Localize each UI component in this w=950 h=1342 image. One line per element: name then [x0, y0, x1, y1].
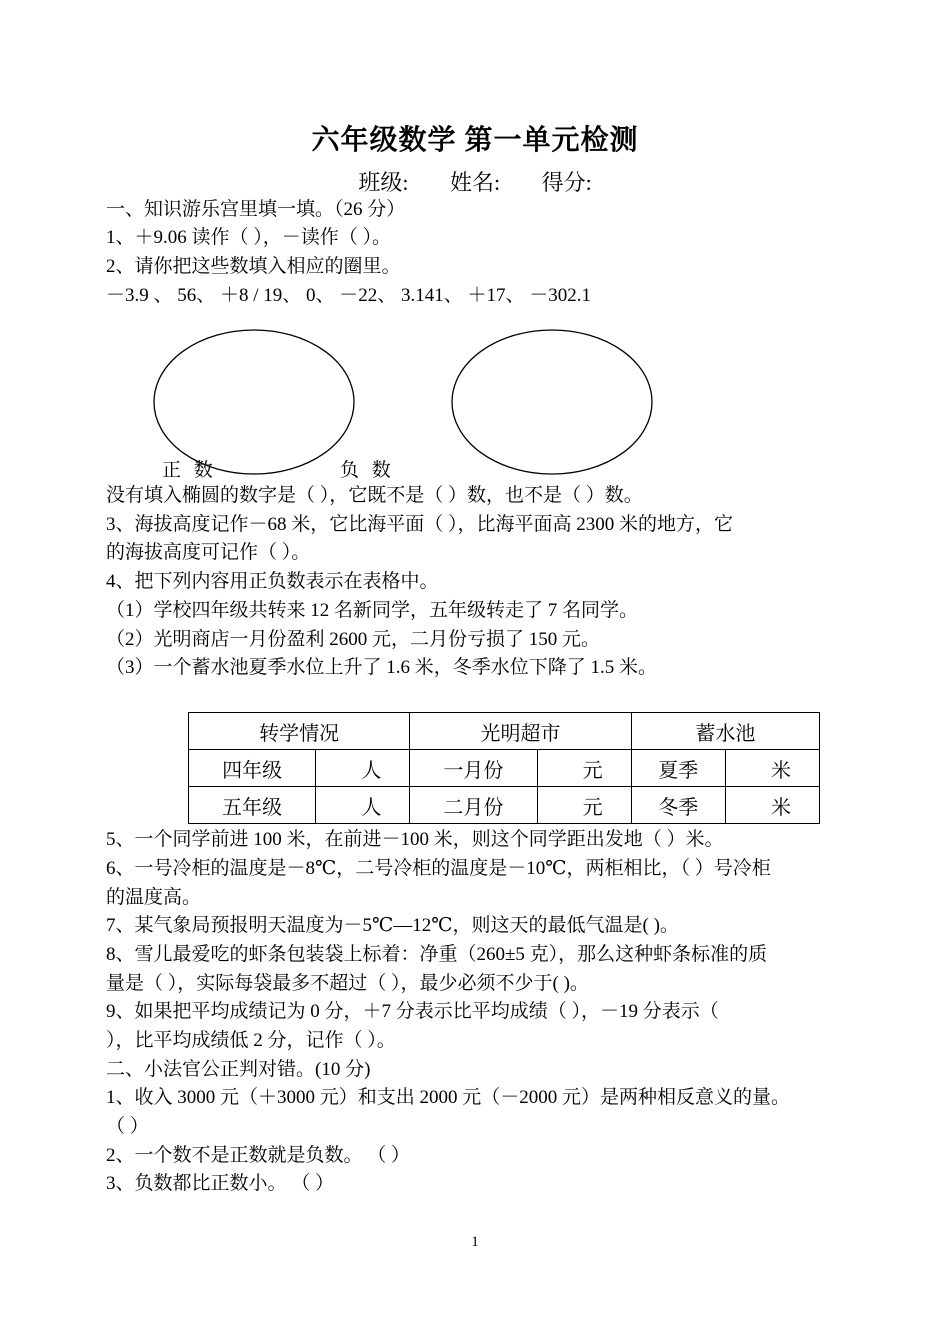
table-cell-unit: 元	[537, 750, 631, 787]
judge-question-3: 3、负数都比正数小。 （ ）	[106, 1173, 335, 1194]
table-row	[189, 750, 820, 787]
question-3-line1: 3、海拔高度记作－68 米，它比海平面（ ），比海平面高 2300 米的地方，它	[106, 514, 734, 535]
judge-question-1-line2: （ ）	[106, 1116, 149, 1137]
section2-heading: 二、小法官公正判对错。(10 分)	[106, 1059, 371, 1080]
question-9-line2: ），比平均成绩低 2 分，记作（ ）。	[106, 1030, 396, 1051]
table-cell: 冬季	[631, 787, 725, 824]
table-header: 蓄水池	[631, 713, 819, 750]
table-cell: 五年级	[189, 787, 316, 824]
negative-oval-label: 负 数	[340, 460, 395, 481]
question-6-line1: 6、一号冷柜的温度是－8℃，二号冷柜的温度是－10℃，两柜相比，（ ）号冷柜	[106, 858, 771, 879]
question-4-item-1: （1）学校四年级共转来 12 名新同学，五年级转走了 7 名同学。	[106, 600, 639, 621]
question-4-item-3: （3）一个蓄水池夏季水位上升了 1.6 米，冬季水位下降了 1.5 米。	[106, 657, 658, 678]
table-cell-unit: 人	[316, 750, 410, 787]
answer-table	[188, 712, 820, 824]
table-cell: 四年级	[189, 750, 316, 787]
negative-oval	[452, 330, 652, 474]
question-7: 7、某气象局预报明天温度为－5℃—12℃，则这天的最低气温是( )。	[106, 915, 679, 936]
question-8-line1: 8、雪儿最爱吃的虾条包装袋上标着：净重（260±5 克），那么这种虾条标准的质	[106, 944, 768, 965]
question-1: 1、＋9.06 读作（ ），－读作（ ）。	[106, 227, 392, 248]
question-4-item-2: （2）光明商店一月份盈利 2600 元，二月份亏损了 150 元。	[106, 629, 601, 650]
table-cell: 夏季	[631, 750, 725, 787]
question-2-followup: 没有填入椭圆的数字是（ ），它既不是（ ）数，也不是（ ）数。	[106, 485, 643, 506]
name-label: 姓名:	[449, 170, 501, 195]
table-row	[189, 787, 820, 824]
question-9-line1: 9、如果把平均成绩记为 0 分，＋7 分表示比平均成绩（ ），－19 分表示（	[106, 1001, 719, 1022]
positive-oval	[154, 330, 354, 474]
question-2: 2、请你把这些数填入相应的圈里。	[106, 256, 401, 277]
header-fields	[0, 166, 950, 197]
judge-question-1-line1: 1、收入 3000 元（＋3000 元）和支出 2000 元（－2000 元）是两种相反意义的量。	[106, 1087, 791, 1108]
page-number: 1	[471, 1234, 479, 1250]
class-label: 班级:	[358, 170, 409, 195]
question-4: 4、把下列内容用正负数表示在表格中。	[106, 571, 439, 592]
page-title: 六年级数学 第一单元检测	[311, 125, 639, 156]
table-cell: 二月份	[410, 787, 537, 824]
question-6-line2: 的温度高。	[106, 887, 202, 908]
table-cell-unit: 米	[725, 787, 819, 824]
question-3-line2: 的海拔高度可记作（ ）。	[106, 542, 311, 563]
table-header: 转学情况	[189, 713, 410, 750]
table-cell-unit: 米	[725, 750, 819, 787]
table-cell-unit: 元	[537, 787, 631, 824]
table-cell-unit: 人	[316, 787, 410, 824]
question-2-numbers: －3.9 、 56、 ＋8 / 19、 0、 －22、 3.141、 ＋17、 －302.1	[106, 285, 592, 306]
section1-heading: 一、知识游乐宫里填一填。（26 分）	[106, 199, 406, 220]
question-8-line2: 量是（ ），实际每袋最多不超过（ ），最少必须不少于( )。	[106, 973, 589, 994]
score-label: 得分:	[541, 170, 592, 195]
table-cell: 一月份	[410, 750, 537, 787]
judge-question-2: 2、一个数不是正数就是负数。 （ ）	[106, 1145, 411, 1166]
question-5: 5、一个同学前进 100 米，在前进－100 米，则这个同学距出发地（ ）米。	[106, 829, 724, 850]
table-header-row	[189, 713, 820, 750]
table-header: 光明超市	[410, 713, 631, 750]
positive-oval-label: 正 数	[162, 460, 217, 481]
